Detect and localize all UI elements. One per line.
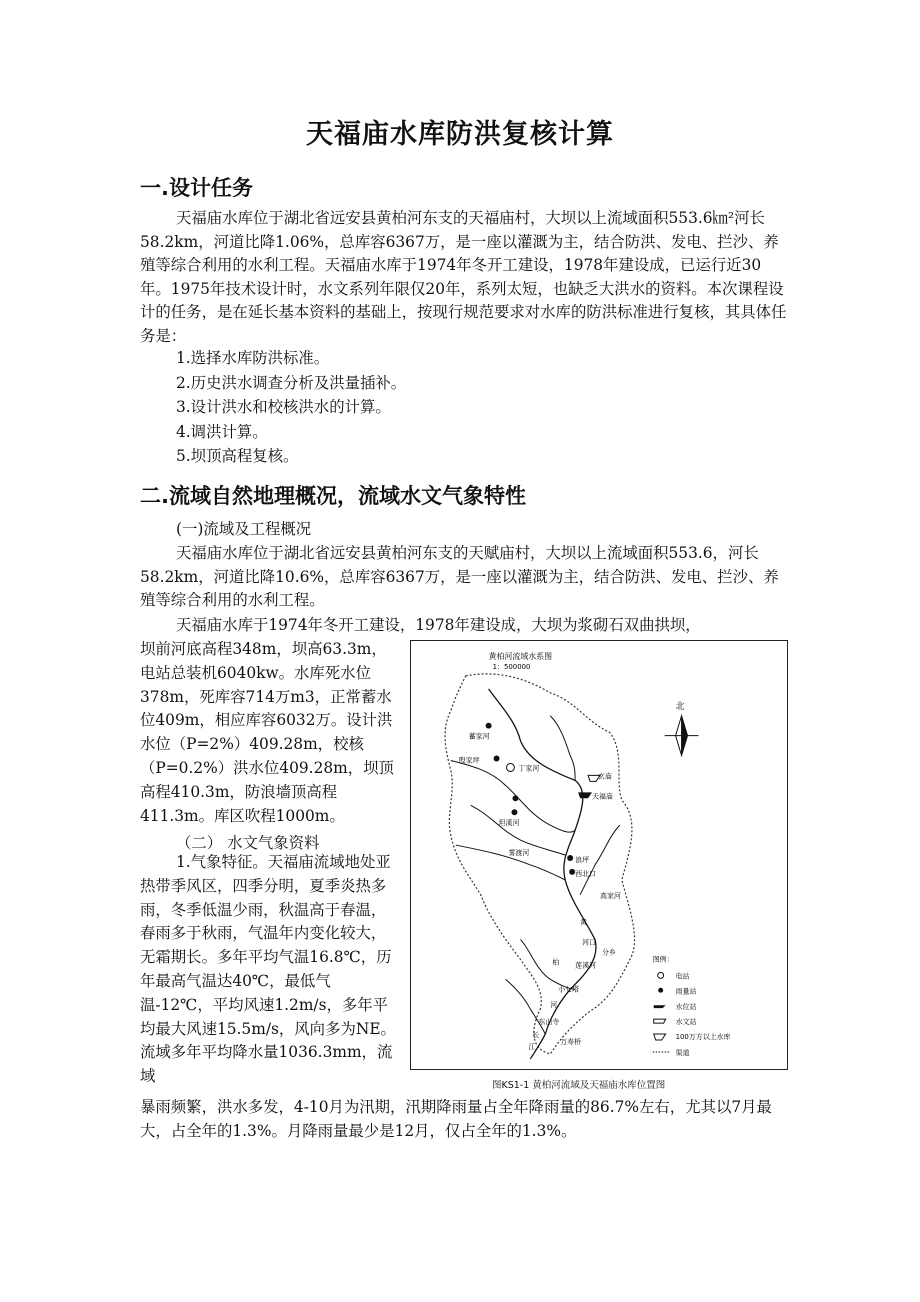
place-label: 蓄家河 [468,732,490,741]
legend-item: 渠道 [675,1048,690,1057]
place-label: 西北口 [575,869,597,878]
map-scale: 1：500000 [492,662,531,671]
section1-intro: 天福庙水库位于湖北省远安县黄柏河东支的天福庙村，大坝以上流域面积553.6㎞²河长58.2km，河道比降1.06%，总库容6367万，是一座以灌溉为主，结合防洪、发电、拦沙、养殖等综合利用的水利工程。天福庙水库于1974年冬开工建设，1978年建设成，已运行近30年。1975年技术设计时，水文系列年限仅20年，系列太短，也缺乏大洪水的资料。本次课程设计的任务，是在延长基本资料的基础上，按现行规范要求对水库的防洪标准进行复核，其具体任务是： [140,209,787,345]
rain-station-marker [486,723,492,729]
place-label: 雾渡河 [508,849,530,857]
list-item: 1.选择水库防洪标准。 [176,349,330,367]
hydrological-station-icon [654,1019,666,1023]
rain-station-marker [512,795,518,801]
svg-text:北: 北 [675,701,685,712]
place-label: 黄 [580,918,588,927]
section2-para2-lead: 天福庙水库于1974年冬开工建设，1978年建设成，大坝为浆砌石双曲拱坝， [176,616,701,634]
section2-para3-wrap: 1.气象特征。天福庙流域地处亚热带季风区，四季分明，夏季炎热多雨，冬季低温少雨，秋温高于春温，春雨多于秋雨，气温年内变化较大，无霜期长。多年平均气温16.8℃，历年最高气温达40℃，最低气温-12℃，平均风速1.2m/s，多年平均最大风速15.5m/s，风向多为NE。流域多年平均降水量1036.3mm，流域 [140,853,396,1086]
tributary-2 [471,805,565,855]
place-label: 分乡 [601,948,616,957]
rain-station-marker [567,855,573,861]
place-label: 莲溪河 [575,961,597,970]
place-label: 浪坪 [575,855,590,864]
place-label: 殷家坪 [458,756,480,765]
section2-heading: 二.流域自然地理概况，流域水文气象特性 [140,484,526,508]
map-title: 黄柏河流域水系图 [488,652,553,662]
place-label: 小七塔 [558,985,580,994]
tributary-6 [520,940,575,990]
place-label: 坦溪河 [498,819,520,828]
place-label: 丁家河 [518,764,540,773]
reservoir-icon [654,1034,666,1040]
map-legend [653,954,731,1057]
rain-station-icon [658,988,663,993]
place-label: 玄庙 [598,772,612,781]
legend-title: 图例： [652,955,674,964]
section2-para1: 天福庙水库位于湖北省远安县黄柏河东支的天赋庙村，大坝以上流域面积553.6，河长58.2km，河道比降10.6%，总库容6367万，是一座以灌溉为主，结合防洪、发电、拦沙、养殖等综合利用的水利工程。 [140,544,779,609]
power-station-icon [658,972,664,978]
place-label: 天福庙 [592,792,613,801]
north-arrow-icon [665,700,699,756]
legend-item: 水位站 [675,1003,697,1012]
place-label: 万寿桥 [560,1037,582,1046]
rain-station-marker [511,809,517,815]
rain-station-marker [494,756,500,762]
place-label: 东山寺 [538,1018,560,1027]
place-label: 长 [532,1031,540,1040]
section2-para2-wrap: 坝前河底高程348m，坝高63.3m，电站总装机6040kw。水库死水位378m，死库容714万m3，正常蓄水位409m，相应库容6032万。设计洪水位（P=2%）409.28m，校核（P=0.2%）洪水位409.28m，坝顶高程410.3m，防浪墙顶高程411.3m。库区吹程1000m。 [140,640,394,825]
task-list [176,346,406,469]
figure-caption: 图KS1-1 黄柏河流域及天福庙水库位置图 [492,1080,666,1091]
list-item: 2.历史洪水调查分析及洪量插补。 [176,373,407,392]
power-station-marker [506,763,514,771]
place-label: 河 [550,1001,558,1010]
subsection1-heading: (一)流域及工程概况 [176,520,312,538]
watershed-map [410,640,788,1070]
place-label: 江 [528,1042,536,1051]
map-svg [411,641,787,1069]
dam-marker [578,792,592,798]
list-item: 4.调洪计算。 [176,422,268,441]
legend-item: 100万方以上水库 [675,1033,731,1042]
legend-item: 水文站 [675,1018,697,1027]
water-level-station-icon [654,1005,666,1008]
place-label: 高家河 [599,891,621,900]
section2-para3-tail: 暴雨频繁，洪水多发，4-10月为汛期，汛期降雨量占全年降雨量的86.7%左右，尤其以7月最大，占全年的1.3%。月降雨量最少是12月，仅占全年的1.3%。 [140,1098,772,1140]
page-title: 天福庙水库防洪复核计算 [306,119,614,150]
legend-item: 雨量站 [675,987,697,996]
place-label: 河口 [582,938,597,947]
list-item: 3.设计洪水和校核洪水的计算。 [176,398,391,416]
subsection2-heading: （二） 水文气象资料 [176,834,320,852]
place-label: 柏 [552,958,560,967]
list-item: 5.坝顶高程复核。 [176,447,299,465]
watershed-boundary [445,674,634,1054]
legend-item: 电站 [675,972,690,981]
section1-heading: 一.设计任务 [140,176,253,200]
